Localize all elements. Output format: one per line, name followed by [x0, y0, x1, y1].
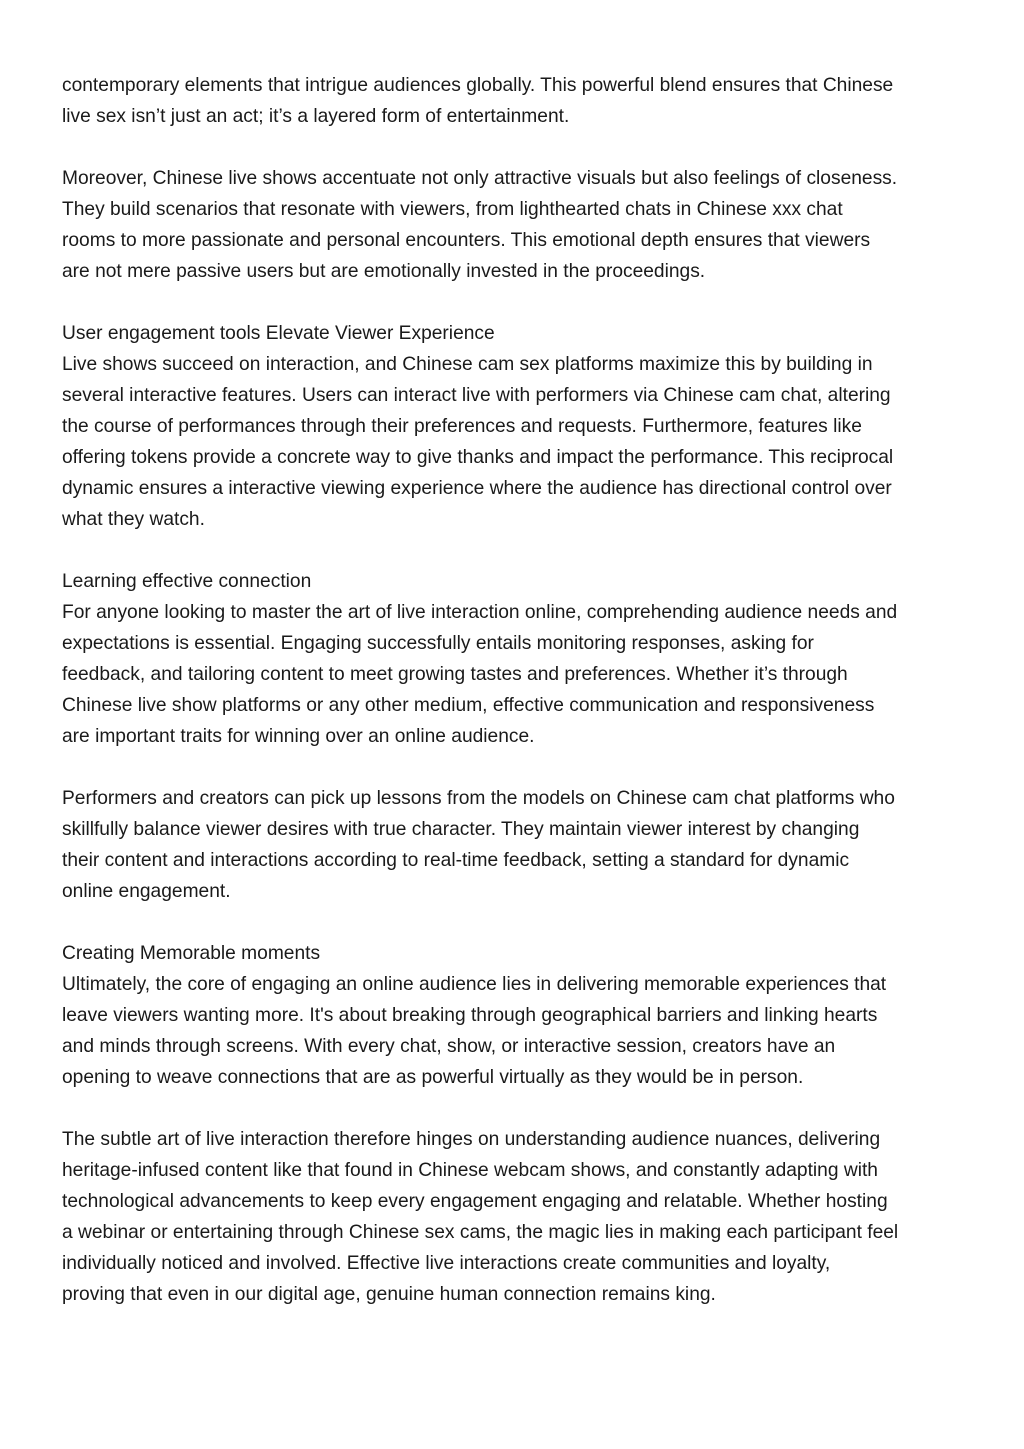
section-heading-effective-connection: Learning effective connection — [62, 571, 312, 592]
closeness-paragraph: Moreover, Chinese live shows accentuate not only attractive visuals but also feelings of closeness. They build scenarios that resonate with viewers, from lighthearted chats in Chinese xxx chat rooms to more passionate and personal encounters. This emotional depth ensures that viewers are not mere passive users but are emotionally invested in the proceedings. — [62, 168, 898, 282]
conclusion-paragraph: The subtle art of live interaction therefore hinges on understanding audience nuances, delivering heritage-infused content like that found in Chinese webcam shows, and constantly adapting with technological advancements to keep every engagement engaging and relatable. Whether hosting a webinar or entertaining through Chinese sex cams, the magic lies in making each participant feel individually noticed and involved. Effective live interactions create communities and loyalty, proving that even in our digital age, genuine human connection remains king. — [62, 1129, 899, 1305]
section-heading-memorable-moments: Creating Memorable moments — [62, 943, 321, 964]
document-page — [62, 70, 972, 1341]
section-engagement-tools — [62, 318, 972, 535]
section-memorable-moments — [62, 938, 972, 1093]
section-effective-connection — [62, 566, 972, 752]
section-body-effective-connection: For anyone looking to master the art of live interaction online, comprehending audience needs and expectations is essential. Engaging successfully entails monitoring responses, asking for feedback, and tailoring content to meet growing tastes and preferences. Whether it’s through Chinese live show platforms or any other medium, effective communication and responsiveness are important traits for winning over an online audience. — [62, 602, 898, 747]
section-body-engagement-tools: Live shows succeed on interaction, and Chinese cam sex platforms maximize this by building in several interactive features. Users can interact live with performers via Chinese cam chat, altering the course of performances through their preferences and requests. Furthermore, features like offering tokens provide a concrete way to give thanks and impact the performance. This reciprocal dynamic ensures a interactive viewing experience where the audience has directional control over what they watch. — [62, 354, 894, 530]
section-body-memorable-moments: Ultimately, the core of engaging an online audience lies in delivering memorable experiences that leave viewers wanting more. It's about breaking through geographical barriers and linking hearts and minds through screens. With every chat, show, or interactive session, creators have an opening to weave connections that are as powerful virtually as they would be in person. — [62, 974, 887, 1088]
intro-paragraph: contemporary elements that intrigue audiences globally. This powerful blend ensures that Chinese live sex isn’t just an act; it’s a layered form of entertainment. — [62, 75, 894, 127]
section-heading-engagement-tools: User engagement tools Elevate Viewer Experience — [62, 323, 495, 344]
performers-paragraph: Performers and creators can pick up lessons from the models on Chinese cam chat platforms who skillfully balance viewer desires with true character. They maintain viewer interest by changing their content and interactions according to real-time feedback, setting a standard for dynamic online engagement. — [62, 788, 895, 902]
